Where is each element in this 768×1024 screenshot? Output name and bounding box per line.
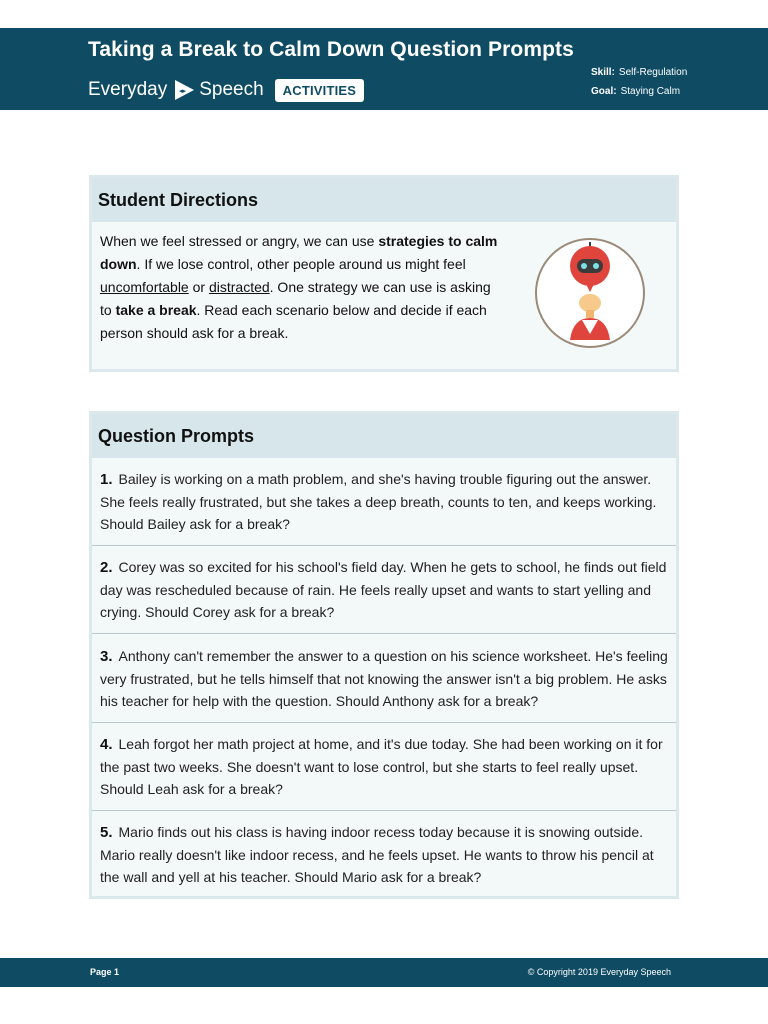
brand-word-speech: Speech <box>199 79 264 100</box>
student-directions-card <box>89 175 679 372</box>
goal-row <box>591 82 687 101</box>
question-item-3 <box>92 645 676 712</box>
question-text: Leah forgot her math project at home, and it's due today. She had been working on it for the past two weeks. She doesn't want to lose control, but she starts to feel really upset. Should Leah ask for a break? <box>100 736 663 797</box>
student-directions-heading: Student Directions <box>92 178 676 222</box>
question-number: 2. <box>100 559 113 576</box>
question-text: Anthony can't remember the answer to a question on his science worksheet. He's feeling very frustrated, but he tells himself that not knowing the answer isn't a big problem. He asks his teacher for help with the question. Should Anthony ask for a break? <box>100 648 668 709</box>
question-item-1 <box>92 468 676 535</box>
student-directions-text <box>100 230 505 345</box>
brand-logo <box>88 78 364 102</box>
question-item-5 <box>92 821 676 888</box>
question-divider <box>92 545 676 546</box>
question-number: 3. <box>100 648 113 665</box>
question-divider <box>92 810 676 811</box>
goal-label: Goal: <box>591 86 617 97</box>
question-text: Corey was so excited for his school's field day. When he gets to school, he finds out field day was rescheduled because of rain. He feels really upset and wants to start yelling and crying. Should Corey ask for a break? <box>100 559 667 620</box>
directions-text-2: . If we lose control, other people around us might feel <box>136 256 466 272</box>
activities-badge: ACTIVITIES <box>275 79 365 102</box>
page-number: Page 1 <box>90 967 120 977</box>
directions-text-4: . One strategy we can use is asking to <box>100 279 491 318</box>
question-prompts-card <box>89 411 679 899</box>
page-title: Taking a Break to Calm Down Question Prompts <box>88 38 574 61</box>
directions-text-5: . Read each scenario below and decide if each person should ask for a break. <box>100 302 487 341</box>
skill-row <box>591 63 687 82</box>
question-text: Mario finds out his class is having indoor recess today because it is snowing outside. Mario really doesn't like indoor recess, and he feels upset. He wants to throw his pencil at the wall and yell at his teacher. Should Mario ask for a break? <box>100 824 654 885</box>
directions-underline-distracted: distracted <box>208 279 270 295</box>
svg-text:◂▸: ◂▸ <box>179 87 187 95</box>
question-divider <box>92 633 676 634</box>
question-number: 4. <box>100 736 113 753</box>
page-footer <box>0 958 768 987</box>
question-prompts-heading: Question Prompts <box>92 414 676 458</box>
question-item-2 <box>92 556 676 623</box>
question-text: Bailey is working on a math problem, and she's having trouble figuring out the answer. She feels really frustrated, but she takes a deep breath, counts to ten, and keeps working. Should Bailey ask for a break? <box>100 471 657 532</box>
skill-value: Self-Regulation <box>618 67 688 78</box>
brand-word-everyday: Everyday <box>88 79 168 100</box>
skill-label: Skill: <box>591 67 615 78</box>
calm-robot-avatar-icon <box>535 238 645 348</box>
directions-bold-strategies: strategies to calm down <box>100 233 498 272</box>
directions-text-1: When we feel stressed or angry, we can use <box>100 233 379 249</box>
goal-value: Staying Calm <box>620 86 681 97</box>
skill-goal-meta <box>591 63 687 101</box>
question-number: 5. <box>100 824 113 841</box>
play-arrow-icon <box>173 79 195 101</box>
directions-bold-take-break: take a break <box>115 302 197 318</box>
question-item-4 <box>92 733 676 800</box>
question-number: 1. <box>100 471 113 488</box>
question-divider <box>92 722 676 723</box>
directions-underline-uncomfortable: uncomfortable <box>100 279 189 295</box>
directions-text-3: or <box>188 279 209 295</box>
page-header <box>0 28 768 110</box>
copyright-notice: © Copyright 2019 Everyday Speech <box>527 967 671 977</box>
